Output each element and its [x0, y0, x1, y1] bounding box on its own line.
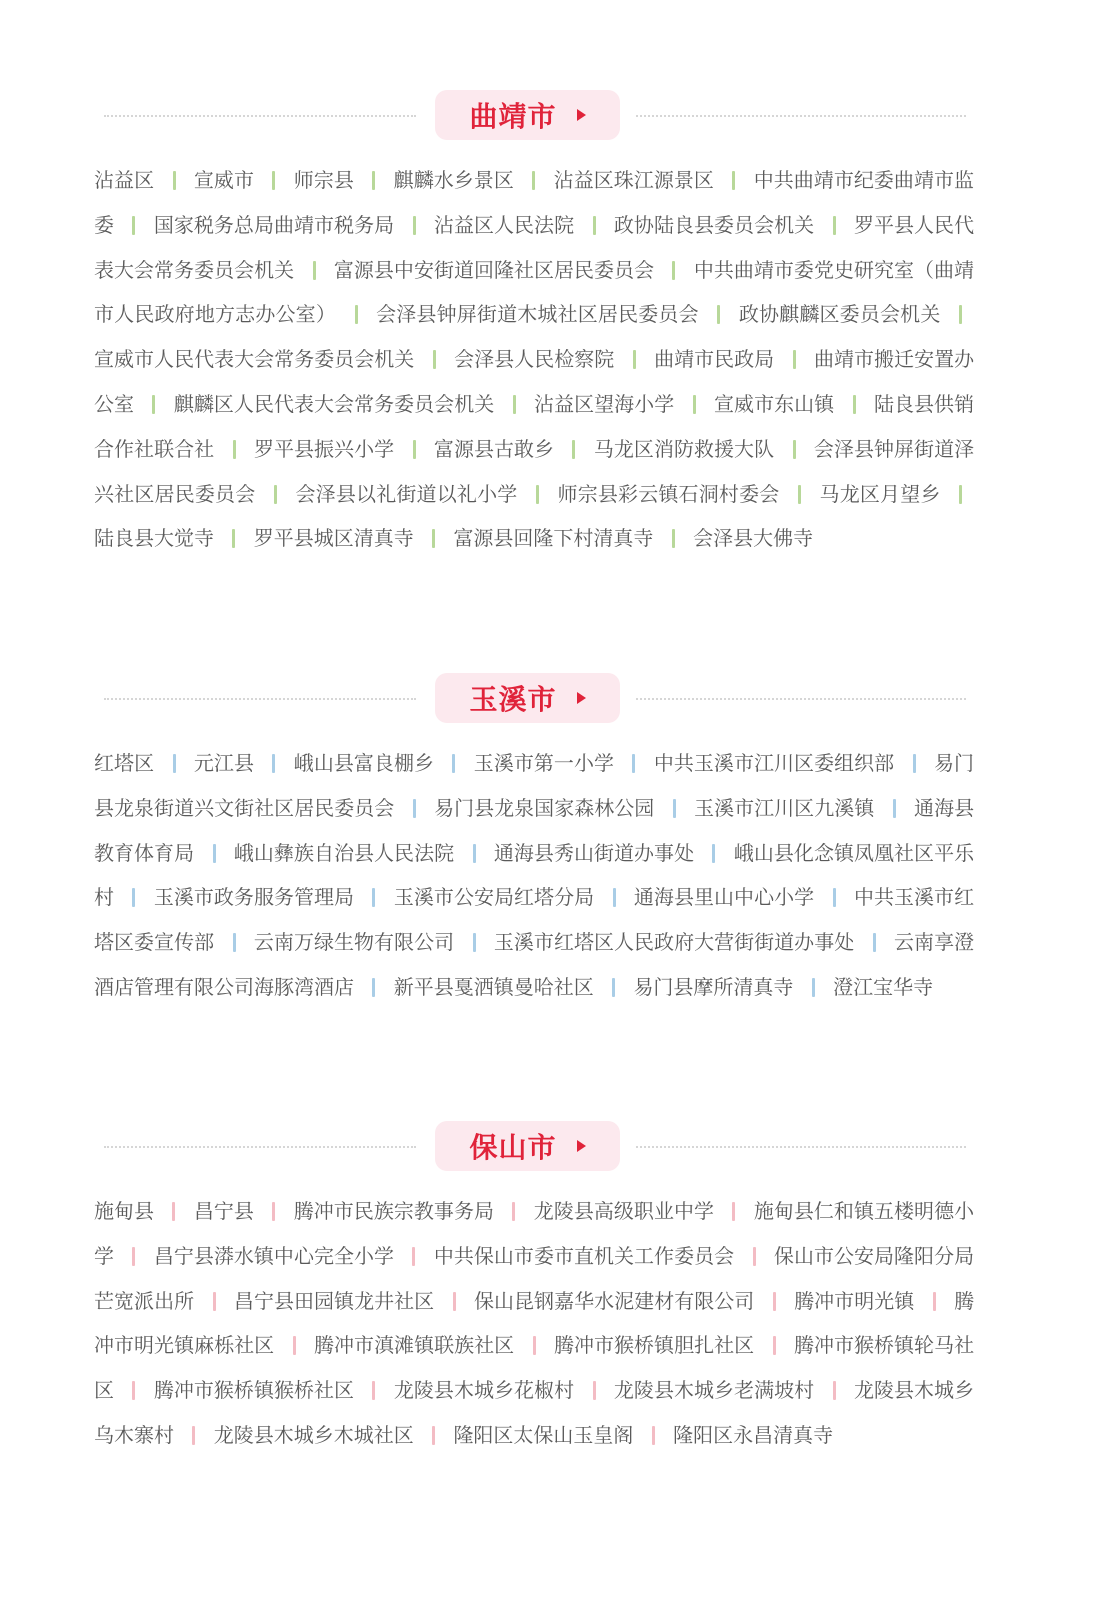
- separator-bar: [513, 395, 516, 414]
- unit-name: 昌宁县: [193, 1199, 254, 1223]
- dotted-divider-right: [636, 1146, 966, 1148]
- separator-bar: [412, 1247, 415, 1266]
- section-header: [0, 1121, 1094, 1171]
- separator-bar: [213, 1292, 216, 1311]
- unit-name: 腾冲市滇滩镇联族社区: [313, 1333, 515, 1358]
- unit-name: 通海县教育体育局: [94, 795, 975, 865]
- separator-bar: [372, 978, 375, 997]
- unit-name: 罗平县城区清真寺: [253, 526, 414, 551]
- unit-name: 曲靖市搬迁安置办公室: [94, 347, 975, 416]
- separator-bar: [453, 1292, 456, 1311]
- separator-bar: [833, 888, 836, 907]
- separator-bar: [372, 171, 375, 190]
- dotted-divider-left: [104, 1146, 416, 1148]
- unit-name: 峨山县富良棚乡: [293, 751, 435, 775]
- separator-bar: [593, 216, 596, 235]
- separator-bar: [717, 305, 720, 324]
- unit-name: 易门县龙泉街道兴文街社区居民委员会: [94, 751, 975, 820]
- unit-name: 龙陵县木城乡老满坡村: [613, 1378, 815, 1403]
- unit-name: 麒麟水乡景区: [393, 168, 514, 192]
- unit-name: 师宗县彩云镇石洞村委会: [557, 481, 780, 506]
- unit-name: 中共玉溪市红塔区委宣传部: [94, 885, 975, 955]
- dotted-divider-right: [636, 698, 966, 700]
- unit-name: 宣威市人民代表大会常务委员会机关: [94, 347, 415, 372]
- separator-bar: [173, 171, 176, 190]
- separator-bar: [452, 754, 455, 773]
- section-yuxi: [0, 673, 1094, 1010]
- unit-name: 元江县: [193, 751, 254, 775]
- unit-name: 峨山县化念镇凤凰社区平乐村: [94, 840, 975, 910]
- unit-name: 富源县古敢乡: [433, 436, 555, 461]
- play-arrow-icon: [577, 109, 586, 121]
- unit-name: 通海县秀山街道办事处: [493, 840, 695, 865]
- separator-bar: [132, 216, 135, 235]
- separator-bar: [372, 1381, 375, 1400]
- unit-name: 沾益区: [94, 168, 155, 192]
- section-baoshan: [0, 1121, 1094, 1458]
- unit-name: 龙陵县木城乡木城社区: [213, 1422, 414, 1447]
- unit-name: 保山昆钢嘉华水泥建材有限公司: [473, 1288, 755, 1313]
- separator-bar: [232, 529, 235, 548]
- separator-bar: [753, 1247, 756, 1266]
- separator-bar: [432, 1426, 435, 1445]
- separator-bar: [652, 1426, 655, 1445]
- separator-bar: [572, 440, 575, 459]
- separator-bar: [812, 978, 815, 997]
- separator-bar: [893, 799, 896, 818]
- unit-name: 红塔区: [94, 751, 155, 775]
- unit-list: [94, 741, 974, 1010]
- unit-name: 会泽县钟屏街道泽兴社区居民委员会: [94, 436, 975, 506]
- separator-bar: [413, 799, 416, 818]
- unit-name: 峨山彝族自治县人民法院: [233, 840, 455, 865]
- separator-bar: [213, 844, 216, 863]
- separator-bar: [793, 350, 796, 369]
- separator-bar: [853, 395, 856, 414]
- section-title-pill[interactable]: [435, 1121, 620, 1171]
- unit-name: 罗平县人民代表大会常务委员会机关: [94, 212, 975, 282]
- dotted-divider-left: [104, 115, 416, 117]
- separator-bar: [632, 754, 635, 773]
- section-title: 保山市: [469, 1131, 557, 1164]
- unit-name: 中共玉溪市江川区委组织部: [653, 751, 895, 775]
- separator-bar: [274, 485, 277, 504]
- separator-bar: [152, 395, 155, 414]
- unit-name: 昌宁县漭水镇中心完全小学: [153, 1243, 395, 1268]
- dotted-divider-left: [104, 698, 416, 700]
- separator-bar: [272, 754, 275, 773]
- unit-name: 会泽县人民检察院: [454, 347, 615, 372]
- unit-name: 玉溪市江川区九溪镇: [694, 795, 875, 820]
- unit-name: 云南万绿生物有限公司: [253, 930, 455, 955]
- section-title-pill[interactable]: [435, 673, 620, 723]
- unit-name: 腾冲市猴桥镇胆扎社区: [553, 1333, 755, 1358]
- separator-bar: [798, 485, 801, 504]
- unit-name: 马龙区消防救援大队: [593, 436, 775, 461]
- separator-bar: [633, 350, 636, 369]
- unit-name: 会泽县大佛寺: [693, 526, 814, 551]
- section-header: [0, 90, 1094, 140]
- play-arrow-icon: [577, 1140, 586, 1152]
- unit-name: 马龙区月望乡: [819, 481, 941, 506]
- unit-name: 云南享澄酒店管理有限公司海豚湾酒店: [94, 930, 975, 999]
- unit-name: 腾冲市明光镇麻栎社区: [94, 1288, 975, 1358]
- unit-name: 龙陵县木城乡花椒村: [393, 1378, 575, 1403]
- section-title: 玉溪市: [469, 683, 557, 716]
- unit-name: 昌宁县田园镇龙井社区: [233, 1288, 435, 1313]
- separator-bar: [913, 754, 916, 773]
- unit-name: 政协陆良县委员会机关: [613, 212, 815, 237]
- unit-name: 宣威市东山镇: [714, 391, 835, 416]
- separator-bar: [933, 1292, 936, 1311]
- separator-bar: [272, 1202, 275, 1221]
- unit-name: 陆良县供销合作社联合社: [94, 391, 975, 461]
- unit-name: 玉溪市红塔区人民政府大营街街道办事处: [493, 930, 855, 955]
- separator-bar: [473, 844, 476, 863]
- separator-bar: [132, 1247, 135, 1266]
- separator-bar: [732, 171, 735, 190]
- unit-name: 施甸县仁和镇五楼明德小学: [94, 1199, 975, 1268]
- separator-bar: [173, 754, 176, 773]
- separator-bar: [873, 933, 876, 952]
- unit-name: 隆阳区太保山玉皇阁: [453, 1422, 634, 1447]
- unit-name: 隆阳区永昌清真寺: [673, 1422, 834, 1447]
- unit-name: 陆良县大觉寺: [94, 526, 214, 551]
- unit-name: 曲靖市民政局: [654, 347, 775, 372]
- separator-bar: [959, 305, 962, 324]
- unit-name: 宣威市: [193, 168, 254, 192]
- unit-name: 腾冲市猴桥镇猴桥社区: [153, 1378, 355, 1403]
- separator-bar: [732, 1202, 735, 1221]
- unit-name: 中共曲靖市纪委曲靖市监委: [94, 168, 975, 237]
- separator-bar: [672, 261, 675, 280]
- unit-name: 玉溪市公安局红塔分局: [393, 885, 595, 910]
- separator-bar: [172, 1202, 175, 1221]
- unit-name: 玉溪市第一小学: [473, 751, 615, 775]
- unit-name: 会泽县以礼街道以礼小学: [295, 481, 518, 506]
- unit-name: 会泽县钟屏街道木城社区居民委员会: [376, 302, 699, 327]
- separator-bar: [433, 350, 436, 369]
- dotted-divider-right: [636, 115, 966, 117]
- unit-name: 施甸县: [94, 1199, 155, 1223]
- unit-name: 沾益区人民法院: [433, 212, 575, 237]
- separator-bar: [313, 261, 316, 280]
- unit-name: 通海县里山中心小学: [633, 885, 815, 910]
- separator-bar: [233, 440, 236, 459]
- unit-name: 腾冲市猴桥镇轮马社区: [94, 1333, 975, 1403]
- unit-list: [94, 1189, 974, 1458]
- separator-bar: [413, 216, 416, 235]
- unit-name: 中共曲靖市委党史研究室（曲靖市人民政府地方志办公室）: [94, 257, 975, 327]
- separator-bar: [773, 1292, 776, 1311]
- separator-bar: [233, 933, 236, 952]
- section-qujing: [0, 90, 1094, 561]
- separator-bar: [532, 171, 535, 190]
- separator-bar: [533, 1336, 536, 1355]
- separator-bar: [612, 978, 615, 997]
- separator-bar: [293, 1336, 296, 1355]
- unit-name: 罗平县振兴小学: [253, 436, 395, 461]
- section-title: 曲靖市: [469, 100, 557, 133]
- section-title-pill[interactable]: [435, 90, 620, 140]
- unit-list: [94, 158, 974, 561]
- separator-bar: [192, 1426, 195, 1445]
- play-arrow-icon: [577, 692, 586, 704]
- unit-name: 玉溪市政务服务管理局: [153, 885, 355, 910]
- unit-name: 中共保山市委市直机关工作委员会: [433, 1243, 735, 1268]
- unit-name: 腾冲市民族宗教事务局: [293, 1199, 495, 1223]
- separator-bar: [693, 395, 696, 414]
- unit-name: 沾益区望海小学: [534, 391, 675, 416]
- separator-bar: [673, 799, 676, 818]
- separator-bar: [833, 1381, 836, 1400]
- unit-name: 腾冲市明光镇: [794, 1288, 915, 1313]
- separator-bar: [355, 305, 358, 324]
- unit-name: 龙陵县木城乡乌木寨村: [94, 1378, 975, 1447]
- separator-bar: [132, 1381, 135, 1400]
- separator-bar: [773, 1336, 776, 1355]
- unit-name: 保山市公安局隆阳分局芒宽派出所: [94, 1243, 975, 1313]
- unit-name: 麒麟区人民代表大会常务委员会机关: [173, 391, 495, 416]
- separator-bar: [593, 1381, 596, 1400]
- unit-name: 政协麒麟区委员会机关: [738, 302, 941, 327]
- separator-bar: [613, 888, 616, 907]
- unit-name: 澄江宝华寺: [833, 974, 934, 999]
- separator-bar: [432, 529, 435, 548]
- separator-bar: [413, 440, 416, 459]
- section-header: [0, 673, 1094, 723]
- separator-bar: [959, 485, 962, 504]
- separator-bar: [473, 933, 476, 952]
- unit-name: 新平县戛洒镇曼哈社区: [393, 974, 594, 999]
- separator-bar: [372, 888, 375, 907]
- separator-bar: [793, 440, 796, 459]
- separator-bar: [272, 171, 275, 190]
- unit-name: 易门县龙泉国家森林公园: [434, 795, 655, 820]
- separator-bar: [536, 485, 539, 504]
- unit-name: 师宗县: [293, 168, 354, 192]
- separator-bar: [712, 844, 715, 863]
- unit-name: 富源县回隆下村清真寺: [453, 526, 654, 551]
- separator-bar: [132, 888, 135, 907]
- unit-name: 龙陵县高级职业中学: [533, 1199, 715, 1223]
- separator-bar: [672, 529, 675, 548]
- unit-name: 国家税务总局曲靖市税务局: [153, 212, 395, 237]
- separator-bar: [512, 1202, 515, 1221]
- unit-name: 沾益区珠江源景区: [553, 168, 714, 192]
- unit-name: 富源县中安街道回隆社区居民委员会: [333, 257, 655, 282]
- unit-name: 易门县摩所清真寺: [633, 974, 794, 999]
- separator-bar: [833, 216, 836, 235]
